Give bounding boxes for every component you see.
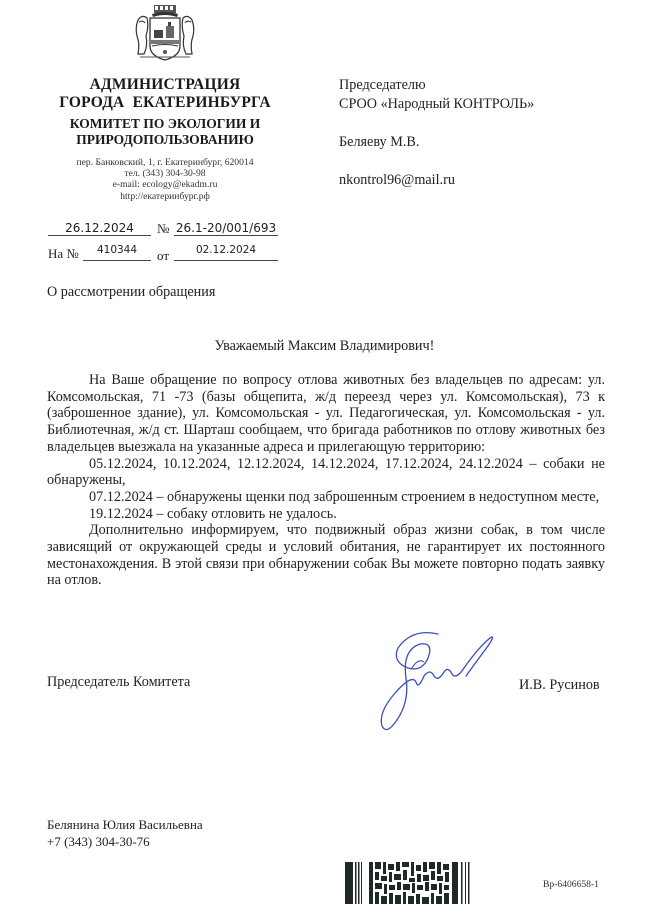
letterhead-contacts xyxy=(40,157,290,202)
addressee-name: Беляеву М.В. xyxy=(339,134,420,150)
org-name-line2: ГОРОДА ЕКАТЕРИНБУРГА xyxy=(59,94,271,111)
committee-name-line2: ПРИРОДОПОЛЬЗОВАНИЮ xyxy=(76,132,254,147)
body-paragraph: На Ваше обращение по вопросу отлова животных без владельцев по адресам: ул. Комсомольская, 71 -73 (базы общепита, ж/д переезд через ул. Комсомольская), 73 к (заброшенное здание), ул. Комсомольская - ул. Педагогическая, ул. Комсомольская - ул. Библиотечная, ж/д ст. Шарташ сообщаем, что бригада работников по отлову животных без владельцев выезжала на указанные адреса и прилегающую территорию: xyxy=(47,372,605,455)
body-paragraph: 19.12.2024 – собаку отловить не удалось. xyxy=(89,505,337,522)
executor-phone: +7 (343) 304-30-76 xyxy=(47,834,150,849)
addressee-block xyxy=(339,76,534,190)
letterhead-phone: тел. (343) 304-30-98 xyxy=(124,168,206,180)
handwritten-signature-icon xyxy=(372,628,502,738)
body-paragraph: Дополнительно информируем, что подвижный образ жизни собак, в том числе зависящий от окружающей среды и условий обитания, не гарантирует их постоянного местонахождения. В этой связи при обнаружении собак Вы можете повторно подать заявку на отлов. xyxy=(47,522,605,589)
letterhead-address: пер. Банковский, 1, г. Екатеринбург, 620014 xyxy=(76,157,254,168)
outgoing-date: 26.12.2024 xyxy=(48,221,151,236)
org-name-line1: АДМИНИСТРАЦИЯ xyxy=(89,76,241,93)
committee-name-line1: КОМИТЕТ ПО ЭКОЛОГИИ И xyxy=(69,116,261,131)
addressee-organization: СРОО «Народный КОНТРОЛЬ» xyxy=(339,96,535,112)
letterhead-email: e-mail: ecology@ekadm.ru xyxy=(112,179,218,191)
body-paragraph: 05.12.2024, 10.12.2024, 12.12.2024, 14.12.2024, 17.12.2024, 24.12.2024 – собаки не обнаружены, xyxy=(47,455,605,489)
addressee-position: Председателю xyxy=(339,77,426,93)
reply-to-date: 02.12.2024 xyxy=(174,244,278,261)
number-label: № xyxy=(157,221,170,236)
letter-subject: О рассмотрении обращения xyxy=(47,284,216,300)
executor-block xyxy=(47,816,203,850)
outgoing-number: 26.1-20/001/693 xyxy=(175,221,277,235)
document-code: Вр-6406658-1 xyxy=(543,879,599,890)
committee-name xyxy=(40,116,290,148)
pdf417-barcode-icon xyxy=(345,862,475,904)
signatory-name: И.В. Русинов xyxy=(519,677,600,693)
executor-name: Белянина Юлия Васильевна xyxy=(47,817,203,832)
letterhead-website: http://екатеринбург.рф xyxy=(120,190,210,202)
organization-name xyxy=(40,76,290,112)
coat-of-arms-icon xyxy=(130,2,200,64)
addressee-email: nkontrol96@mail.ru xyxy=(339,172,455,188)
reply-to-label: На № xyxy=(48,246,79,261)
signatory-title: Председатель Комитета xyxy=(47,674,191,690)
body-paragraph: 07.12.2024 – обнаружены щенки под заброшенным строением в недоступном месте, xyxy=(89,488,600,505)
reply-to-number: 410344 xyxy=(83,244,151,261)
from-label: от xyxy=(157,248,170,263)
letter-body xyxy=(47,372,605,589)
greeting: Уважаемый Максим Владимирович! xyxy=(214,338,435,354)
